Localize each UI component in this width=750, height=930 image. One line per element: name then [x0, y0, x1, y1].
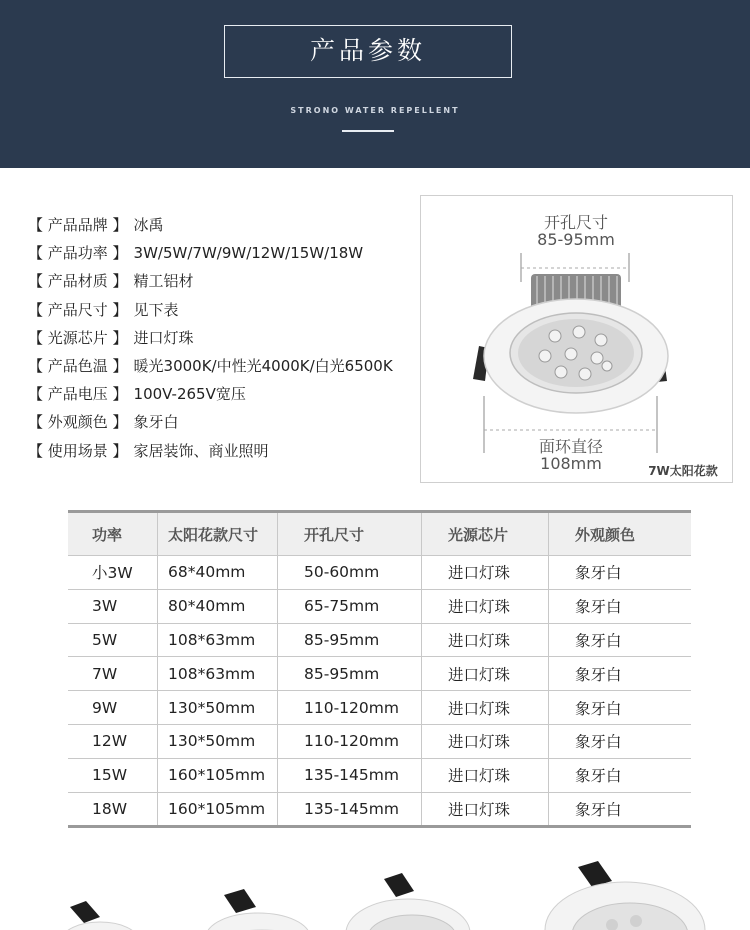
spec-label: 【 产品尺寸 】 [28, 300, 128, 319]
spec-list [28, 214, 393, 468]
table-header-cell: 外观颜色 [548, 513, 691, 555]
table-cell: 象牙白 [548, 657, 691, 690]
table-cell: 110-120mm [277, 691, 421, 724]
table-header-cell: 功率 [92, 525, 123, 544]
ring-diameter-value: 108mm [540, 454, 602, 473]
spec-row [28, 242, 393, 270]
product-diagram [420, 195, 733, 483]
spec-label: 【 产品品牌 】 [28, 216, 128, 234]
spec-label: 【 产品色温 】 [28, 356, 128, 375]
table-cell: 进口灯珠 [421, 793, 548, 826]
table-cell: 3W [92, 597, 118, 616]
table-row [68, 690, 691, 724]
spec-row [28, 383, 393, 411]
table-cell: 108*63mm [157, 624, 277, 657]
subtitle-underline [342, 130, 394, 132]
table-header-cell: 开孔尺寸 [277, 513, 421, 555]
hole-size-value: 85-95mm [537, 230, 615, 249]
table-header-cell: 光源芯片 [421, 513, 548, 555]
spec-value: 冰禹 [133, 216, 164, 234]
page-subtitle: STRONO WATER REPELLENT [290, 106, 460, 115]
spec-value: 见下表 [133, 300, 179, 319]
spec-row [28, 440, 393, 468]
table-header [68, 513, 691, 555]
table-cell: 135-145mm [277, 759, 421, 792]
table-row [68, 623, 691, 657]
table-cell: 18W [92, 799, 128, 818]
table-cell: 135-145mm [277, 793, 421, 826]
spec-label: 【 光源芯片 】 [28, 328, 128, 347]
table-header-cell: 太阳花款尺寸 [157, 513, 277, 555]
table-cell: 进口灯珠 [421, 657, 548, 690]
spec-row [28, 214, 393, 242]
table-cell: 85-95mm [277, 624, 421, 657]
spec-label: 【 产品电压 】 [28, 385, 128, 404]
table-cell: 160*105mm [157, 793, 277, 826]
table-cell: 小3W [92, 564, 133, 583]
table-cell: 65-75mm [277, 590, 421, 623]
table-row [68, 724, 691, 758]
downlight-large-icon [346, 873, 470, 930]
model-label: 7W太阳花款 [648, 464, 718, 478]
table-cell: 15W [92, 766, 128, 785]
table-cell: 进口灯珠 [421, 725, 548, 758]
table-cell: 进口灯珠 [421, 590, 548, 623]
spec-label: 【 外观颜色 】 [28, 413, 128, 432]
product-lineup-illustration [0, 855, 750, 930]
spec-value: 3W/5W/7W/9W/12W/15W/18W [133, 244, 364, 263]
spec-row [28, 327, 393, 355]
table-cell: 130*50mm [157, 691, 277, 724]
spec-row [28, 411, 393, 439]
table-cell: 5W [92, 630, 118, 649]
table-cell: 象牙白 [548, 793, 691, 826]
spec-value: 家居装饰、商业照明 [133, 441, 269, 460]
table-cell: 象牙白 [548, 590, 691, 623]
spec-row [28, 299, 393, 327]
table-cell: 80*40mm [157, 590, 277, 623]
table-cell: 进口灯珠 [421, 691, 548, 724]
table-cell: 110-120mm [277, 725, 421, 758]
table-cell: 160*105mm [157, 759, 277, 792]
spec-value: 100V-265V宽压 [133, 385, 246, 404]
table-row [68, 656, 691, 690]
hole-size-label: 开孔尺寸 [543, 213, 608, 232]
table-cell: 50-60mm [277, 556, 421, 589]
product-lineup [0, 855, 750, 930]
table-cell: 85-95mm [277, 657, 421, 690]
spec-value: 进口灯珠 [133, 328, 194, 347]
header-banner [0, 0, 750, 168]
table-cell: 象牙白 [548, 759, 691, 792]
page-title: 产品参数 [224, 25, 512, 78]
table-cell: 12W [92, 732, 128, 751]
size-table [68, 510, 691, 828]
table-cell: 108*63mm [157, 657, 277, 690]
downlight-small-icon [62, 901, 138, 930]
table-cell: 7W [92, 664, 118, 683]
table-row [68, 555, 691, 589]
spec-label: 【 产品材质 】 [28, 272, 128, 291]
table-cell: 象牙白 [548, 691, 691, 724]
table-cell: 进口灯珠 [421, 759, 548, 792]
table-cell: 130*50mm [157, 725, 277, 758]
table-cell: 9W [92, 698, 118, 717]
table-cell: 进口灯珠 [421, 624, 548, 657]
ring-diameter-label: 面环直径 [538, 437, 603, 456]
table-row [68, 589, 691, 623]
spec-value: 精工铝材 [133, 272, 194, 291]
downlight-medium-icon [206, 889, 310, 930]
spec-value: 象牙白 [133, 413, 179, 432]
spec-label: 【 使用场景 】 [28, 441, 128, 460]
spec-label: 【 产品功率 】 [28, 244, 128, 263]
spec-row [28, 355, 393, 383]
table-cell: 68*40mm [157, 556, 277, 589]
table-cell: 象牙白 [548, 624, 691, 657]
table-row [68, 758, 691, 792]
spec-row [28, 270, 393, 298]
table-row [68, 792, 691, 826]
spec-value: 暖光3000K/中性光4000K/白光6500K [133, 356, 393, 375]
table-cell: 象牙白 [548, 556, 691, 589]
table-cell: 象牙白 [548, 725, 691, 758]
table-cell: 进口灯珠 [421, 556, 548, 589]
downlight-xlarge-icon [545, 861, 705, 930]
